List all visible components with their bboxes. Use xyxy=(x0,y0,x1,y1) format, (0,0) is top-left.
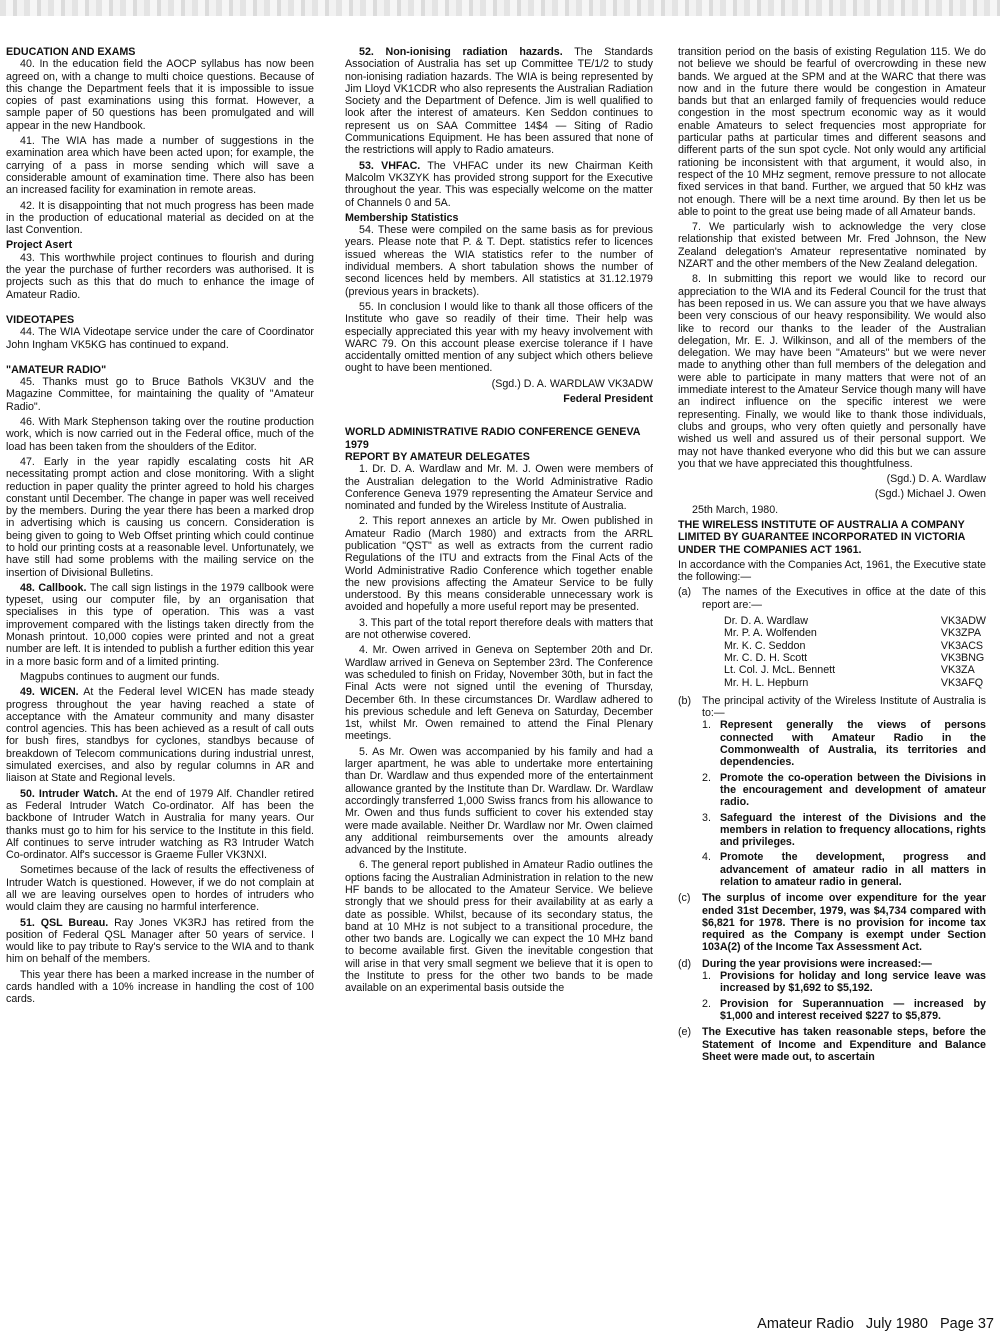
item-b xyxy=(678,695,986,888)
paragraph-53 xyxy=(345,160,653,209)
report-date: 25th March, 1980. xyxy=(692,503,779,516)
paragraph-48b: Magpubs continues to augment our funds. xyxy=(20,670,220,683)
item-a-text: The names of the Executives in office at the date of this report are:— xyxy=(702,586,986,611)
item-a xyxy=(678,586,986,611)
paragraph-43: 43. This worthwhile project continues to flourish and during the year the purchase of further recorders was authorised. It is projects such as this that do much to enhance the image of Amateur Radio. xyxy=(6,251,314,301)
item-d-text: During the year provisions were increased:— xyxy=(702,957,932,970)
executive-callsign: VK3AFQ xyxy=(940,676,984,689)
paragraph-48-body: The call sign listings in the 1979 callbook were typeset, using our computer file, by an organisation that specialises in this type of operation. This was a vast improvement compared with the listings taken directly from the Monash printout. 10,000 copies were printed and not a great number are left. It is intended to publish a further edition this year in a more basic form and of a limited printing. xyxy=(6,581,314,668)
executive-callsign: VK3ZA xyxy=(940,664,975,677)
report-paragraph-6-continued: transition period on the basis of existing Regulation 115. We do not believe we should be fearful of overcrowding in these new bands. We argued at the SPM and at the WARC that there was now and in the future there would be congestion in Amateur bands but that an enlarged family of frequencies would reduce congestion in the most spectrum economic way as it would enable Amateurs to select frequencies most appropriate for particular paths at particular times and different seasons and different parts of the sun spot cycle. Not only would any artificial rationing be inconsistent with that argument, it would also, in respect of the 10 MHz segment, remove pressure to not allocate fixed services in that band. Further, we argued that 50 kHz was not enough. There will be a next time around. By then let us be able to point to the great use being made of all Amateur bands. xyxy=(678,46,986,218)
report-paragraph-5: 5. As Mr. Owen was accompanied by his family and had a larger apartment, he was able to undertake more entertaining than Dr. Wardlaw and thus expended more of the entertainment allowance granted by the Institute than Dr. Wardlaw. Dr. Wardlaw accordingly transferred 1,000 Swiss francs from his allowance to Mr. Owen and thus funds sufficient to cover his extended stay were made available. Neither Dr. Wardlaw nor Mr. Owen claimed any additional reimbursements over the amounts already advanced by the Institute. xyxy=(345,745,653,857)
item-b-2-number: 2. xyxy=(702,771,711,784)
item-c-text: The surplus of income over expenditure for the year ended 31st December, 1979, was $4,734 compared with $6,821 for 1978. There is no provision for income tax required as the Company is exempt under Section 103A(2) of the Income Tax Assessment Act. xyxy=(702,892,986,954)
signature-president-name: (Sgd.) D. A. WARDLAW VK3ADW xyxy=(491,377,653,390)
report-paragraph-2: 2. This report annexes an article by Mr. Owen published in Amateur Radio (March 1980) and extracts from the ARRL publication "QST" as well as extracts from the current radio Regulations of the ITU and extracts from the Final Acts of the World Administrative Radio Conference which together enable the new provisions affecting the Amateur Service to be fully understood. By this means considerable unnecessary work is avoided and hopefully a more useful report may be presented. xyxy=(345,515,653,614)
executive-callsign: VK3ADW xyxy=(940,615,986,628)
item-d-2-text: Provision for Superannuation — increased by $1,000 and interest received $227 to $5,879. xyxy=(720,997,986,1022)
executive-name: Mr. H. L. Hepburn xyxy=(724,676,809,689)
signature-president-title xyxy=(345,393,653,405)
executives-list xyxy=(678,615,986,689)
item-b-3-number: 3. xyxy=(702,811,711,824)
item-b-1 xyxy=(702,719,986,768)
item-b-2 xyxy=(702,772,986,809)
section-heading-project-asert: Project Asert xyxy=(6,239,73,252)
signature-title-text: Federal President xyxy=(563,393,653,406)
paragraph-41: 41. The WIA has made a number of suggestions in the examination area which have been acted upon; for example, the carrying of a pass in morse sending which will save a considerable amount of examination time. There also has been an increased facility for examination in remote areas. xyxy=(6,135,314,197)
item-d-1 xyxy=(702,970,986,995)
item-b-2-text: Promote the co-operation between the Divisions in the encouragement and development of amateur radio. xyxy=(720,771,986,809)
item-e-label: (e) xyxy=(678,1026,692,1039)
item-b-4-number: 4. xyxy=(702,851,711,864)
page-top-scan-band xyxy=(0,0,1000,16)
paragraph-52 xyxy=(345,46,653,157)
paragraph-42: 42. It is disappointing that not much progress has been made in the production of educational material as decided on at the last Convention. xyxy=(6,199,314,237)
section-heading-report: REPORT BY AMATEUR DELEGATES xyxy=(345,450,530,463)
item-c xyxy=(678,892,986,953)
item-b-1-text: Represent generally the views of persons connected with Amateur Radio in the Commonwealth of Australia, its territories and dependencies. xyxy=(720,719,986,769)
item-d-label: (d) xyxy=(678,957,692,970)
report-paragraph-1: 1. Dr. D. A. Wardlaw and Mr. M. J. Owen were members of the Australian delegation to the World Administrative Radio Conference Geneva 1979 representing the Amateur Service and nominated and funded by the Wireless Institute of Australia. xyxy=(345,463,653,513)
executive-name: Dr. D. A. Wardlaw xyxy=(724,615,808,628)
paragraph-51b: This year there has been a marked increase in the number of cards handled with a 10% increase in handling the cost of 100 cards. xyxy=(6,968,314,1006)
report-paragraph-3: 3. This part of the total report therefore deals with matters that are not otherwise covered. xyxy=(345,616,653,642)
item-e xyxy=(678,1026,986,1063)
paragraph-49-lead: 49. WICEN. xyxy=(20,686,79,699)
item-b-text: The principal activity of the Wireless Institute of Australia is to:— xyxy=(702,694,986,720)
paragraph-51-body: Ray Jones VK3RJ has retired from the position of Federal QSL Manager after 50 years of service. I would like to pay tribute to Ray's service to the WIA and to thank him on behalf of the members. xyxy=(6,916,314,966)
section-heading-warc: WORLD ADMINISTRATIVE RADIO CONFERENCE GENEVA 1979 xyxy=(345,426,641,451)
item-c-label: (c) xyxy=(678,892,691,905)
section-heading-wia-company: THE WIRELESS INSTITUTE OF AUSTRALIA A COMPANY LIMITED BY GUARANTEE INCORPORATED IN VICTORIA UNDER THE COMPANIES ACT 1961. xyxy=(678,518,965,556)
paragraph-46: 46. With Mark Stephenson taking over the routine production work, which is now carried out in the Federal office, much of the load has been taken from the shoulders of the Editor. xyxy=(6,416,314,453)
footer-page-number: Page 37 xyxy=(939,1316,994,1332)
paragraph-53-body: The VHFAC under its new Chairman Keith Malcolm VK3ZYK has provided strong support for the Executive throughout the year. This was especially welcome on the matter of Channels 0 and 5A. xyxy=(345,159,653,209)
report-paragraph-8: 8. In submitting this report we would like to record our appreciation to the WIA and its Federal Council for the trust that has been reposed in us. We can assure you that we have always been very conscious of our heavy responsibility. We would also like to record our thanks to the leader of the Australian delegation, Mr. E. J. Wilkinson, and all of the members of the delegation. We may have been "Amateurs" but we were never made to anything other than full members of the delegation and were able to participate in many matters that were not of an immediate interest to the Amateur Service though many will have an indirect influence on the specific interest we were representing. Finally, we would like to thank those individuals, clubs and groups, who very often quietly and personally have wished us well and assured us of their personal support. We may not have thanked everyone who did this but we can assure you that we have appreciated this thoughtfulness. xyxy=(678,273,986,470)
column-right xyxy=(678,46,986,1316)
executive-name: Mr. K. C. Seddon xyxy=(724,639,806,652)
signature-owen: (Sgd.) Michael J. Owen xyxy=(874,488,986,501)
paragraph-53-lead: 53. VHFAC. xyxy=(359,159,421,172)
item-d-1-number: 1. xyxy=(702,970,711,983)
paragraph-48-lead: 48. Callbook. xyxy=(20,581,87,594)
item-b-3-text: Safeguard the interest of the Divisions and the members in relation to frequency allocations, rights and privileges. xyxy=(720,811,986,849)
column-left xyxy=(6,46,314,1316)
item-b-label: (b) xyxy=(678,694,692,707)
section-heading-membership: Membership Statistics xyxy=(345,211,459,224)
executive-callsign: VK3ZPA xyxy=(940,627,982,640)
paragraph-49-body: At the Federal level WICEN has made steady progress throughout the year having reached a state of acceptance with the Amateur community and many disaster control agencies. This has been achieved as a result of call outs for bush fires, standbys for cyclones, standbys because of breakdown of Telecom communications during industrial unrest, simulated exercises, and also by regular columns in AR and liaison at State and Regional levels. xyxy=(6,686,314,785)
paragraph-48 xyxy=(6,582,314,668)
paragraph-50b: Sometimes because of the lack of results the effectiveness of Intruder Watch is questioned. However, if we do not complain at all we are leaving ourselves open to hordes of intruders who would claim they are causing no harmful interference. xyxy=(6,864,314,914)
report-paragraph-7: 7. We particularly wish to acknowledge the very close relationship that existed between Mr. Fred Johnson, the New Zealand delegation's Amateur representative nominated by NZART and the other members of the New Zealand delegation. xyxy=(678,221,986,271)
section-heading-amateur-radio: "AMATEUR RADIO" xyxy=(6,363,107,376)
paragraph-45: 45. Thanks must go to Bruce Bathols VK3UV and the Magazine Committee, for maintaining the quality of "Amateur Radio". xyxy=(6,376,314,413)
executive-name: Mr. P. A. Wolfenden xyxy=(724,627,817,640)
item-d-2-number: 2. xyxy=(702,997,711,1010)
item-d-2 xyxy=(702,998,986,1023)
column-middle xyxy=(345,46,653,1316)
paragraph-54: 54. These were compiled on the same basis as for previous years. Please note that P. & T. Dept. statistics refer to licences issued whereas the WIA statistics refer to the number of individual members. A short tabulation shows the number of second licences held by members. All statistics at 31.12.1979 (previous years in brackets). xyxy=(345,224,653,298)
executive-name: Mr. C. D. H. Scott xyxy=(724,651,808,664)
paragraph-40: 40. In the education field the AOCP syllabus has now been agreed on, with a change to multi choice questions. Because of this change the Department feels that it is impossible to issue copies of past examinations using this format. However, a sample paper of 50 questions has been promulgated and will appear in the new Handbook. xyxy=(6,58,314,132)
item-b-1-number: 1. xyxy=(702,719,711,732)
item-b-4 xyxy=(702,851,986,888)
signature-wardlaw: (Sgd.) D. A. Wardlaw xyxy=(886,473,986,486)
section-heading-education: EDUCATION AND EXAMS xyxy=(6,46,136,58)
paragraph-55: 55. In conclusion I would like to thank all those officers of the Institute who gave so readily of their time. Their help was especially appreciated this year with my heavy involvement with WARC 79. On this account please exercise tolerance if I have accidentally omitted mention of any subject which others believe ought to have been mentioned. xyxy=(345,300,653,375)
paragraph-44: 44. The WIA Videotape service under the care of Coordinator John Ingham VK5KG has continued to expand. xyxy=(6,326,314,351)
paragraph-47: 47. Early in the year rapidly escalating costs hit AR necessitating prompt action and close monitoring. With a slight reduction in paper quality the printer agreed to hold his charges constant until December. The change in paper was well received by the members. During the year there has been a marked drop in advertising which is causing us concern. Consideration is being given to going to Web Offset printing which could continue to hold our printing costs at a reasonable level. Unfortunately, we have still had some problems with the mailing service on the insertion of Divisional Bulletins. xyxy=(6,455,314,579)
item-a-label: (a) xyxy=(678,586,692,599)
item-e-text: The Executive has taken reasonable steps, before the Statement of Income and Expenditure and Balance Sheet were made out, to ascertain xyxy=(702,1026,986,1063)
item-b-4-text: Promote the development, progress and advancement of amateur radio in all matters in relation to amateur radio in general. xyxy=(720,851,986,888)
paragraph-50 xyxy=(6,788,314,862)
executive-callsign: VK3BNG xyxy=(940,651,985,664)
paragraph-51-lead: 51. QSL Bureau. xyxy=(20,916,109,929)
page-footer xyxy=(724,1316,994,1332)
paragraph-49 xyxy=(6,686,314,784)
report-paragraph-6: 6. The general report published in Amateur Radio outlines the options facing the Australian Administration in relation to the new HF bands to be allocated to the Amateur Service. We believe strongly that we should press for their availability at as early a date as possible. Whilst, because of its secondary status, the band at 10 MHz is not subject to a transitional procedure, the other two bands are. Logically we can expect the 10 MHz band to become available first. Given the inevitable congestion that will arise in that very small segment we believe that it is open to the Institute to press for the other two bands to be made available on an experimental basis outside the xyxy=(345,859,653,995)
executive-callsign: VK3ACS xyxy=(940,639,984,652)
item-b-3 xyxy=(702,812,986,849)
paragraph-52-lead: 52. Non-ionising radiation hazards. xyxy=(359,46,563,58)
companies-act-intro: In accordance with the Companies Act, 1961, the Executive state the following:— xyxy=(678,558,986,584)
item-d-1-text: Provisions for holiday and long service leave was increased by $1,692 to $5,192. xyxy=(720,970,986,995)
paragraph-51 xyxy=(6,917,314,966)
report-paragraph-4: 4. Mr. Owen arrived in Geneva on September 20th and Dr. Wardlaw arrived in Geneva on September 23rd. The Conference was scheduled to finish on Friday, November 30th, but in fact the Final Acts were not signed until the evening of Thursday, December 6th. In these circumstances Dr. Wardlaw adhered to his previous schedule and left Geneva on Saturday, December 1st, whilst Mr. Owen remained to attend the Final Plenary meetings. xyxy=(345,644,653,743)
paragraph-50-body: At the end of 1979 Alf. Chandler retired as Federal Intruder Watch Co-ordinator. Alf has been the backbone of Intruder Watch in Australia for many years. Our thanks must go to him for his service to the Institute in this field. Alf continues to serve intruder watching as R3 Intruder Watch Co-ordinator. Alf's successor is Graeme Fuller VK3NXI. xyxy=(6,787,314,862)
paragraph-52-body: The Standards Association of Australia has set up Committee TE/1/2 to study non-ionising radiation hazards. The WIA is being represented by Jim Lloyd VK1CDR who also represents the Australian Radiation Society and the Department of Defence. Jim is well qualified to look after the interest of amateurs. Ken Seddon continues to represent us on SAA Committee 14$4 — Siting of Radio Communications Equipment. He has been assured that none of the restrictions will apply to Radio amateurs. xyxy=(345,46,653,157)
section-heading-videotapes: VIDEOTAPES xyxy=(6,313,75,326)
paragraph-50-lead: 50. Intruder Watch. xyxy=(20,787,119,800)
footer-magazine-name: Amateur Radio xyxy=(757,1316,854,1332)
item-d xyxy=(678,958,986,1022)
footer-issue-date: July 1980 xyxy=(865,1316,928,1332)
executive-name: Lt. Col. J. McL. Bennett xyxy=(724,664,836,677)
